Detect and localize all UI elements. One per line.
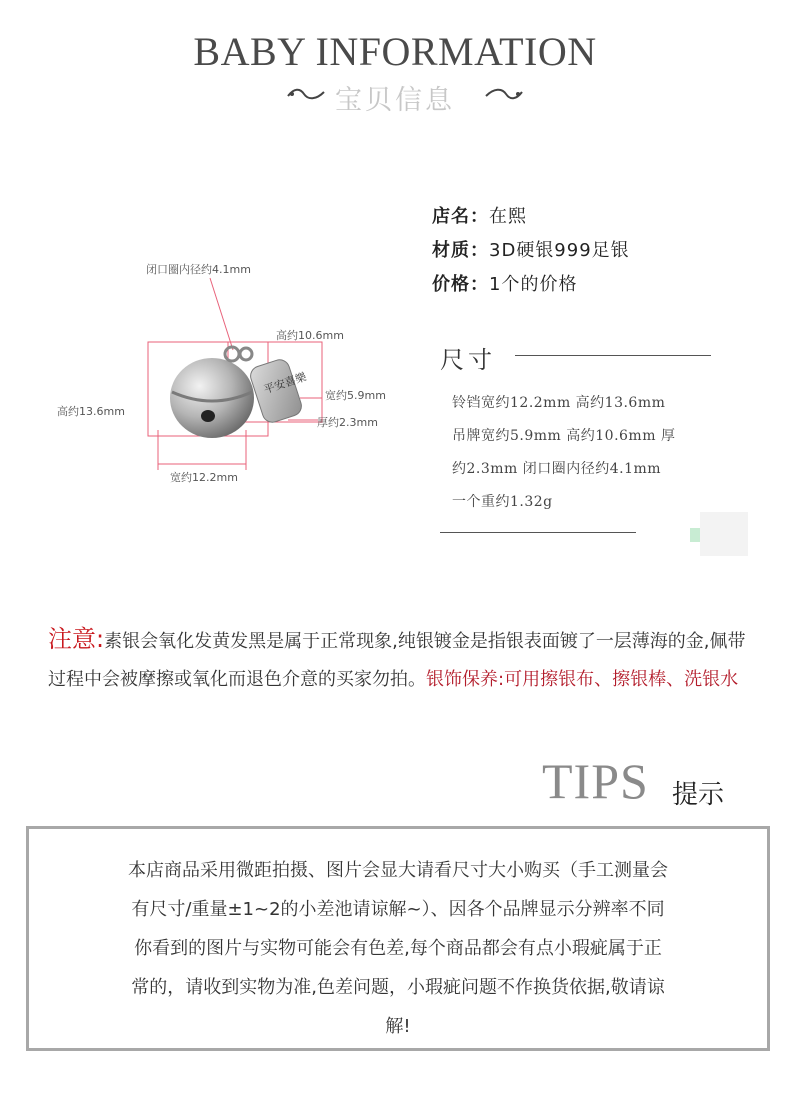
info-row-shop [432,202,527,228]
tips-line: 本店商品采用微距拍摄、图片会显大请看尺寸大小购买（手工测量会 [128,860,668,881]
info-row-price [432,270,577,296]
info-label: 价格： [432,274,489,295]
notice-paragraph [48,620,760,699]
divider [440,532,636,533]
bell-slot [201,410,215,422]
right-swirl-ornament-icon [484,86,524,102]
tag-thickness-label: 厚约2.3mm [317,416,378,429]
product-diagram [40,250,400,500]
bell-ring [225,347,239,361]
tips-line: 常的，请收到实物为准,色差问题，小瑕疵问题不作换货依据,敬请谅 [131,977,665,998]
bell-height-label: 高约13.6mm [57,405,125,418]
left-swirl-ornament-icon [286,86,326,102]
spec-line: 一个重约1.32g [452,494,553,510]
notice-title: 注意: [48,625,105,653]
spec-line: 铃铛宽约12.2mm 高约13.6mm [452,395,666,411]
care-instructions: 银饰保养:可用擦银布、擦银棒、洗银水 [426,669,739,690]
info-value: 在熙 [489,206,527,227]
spec-line: 吊牌宽约5.9mm 高约10.6mm 厚 [452,428,676,444]
tips-title-cn: 提示 [672,780,725,810]
tag-engraving: 平安喜樂 [262,370,309,397]
tips-line: 解! [385,1016,411,1037]
divider [515,355,711,356]
tips-title-en: TIPS [542,753,649,809]
decorative-block [690,528,700,542]
spec-line: 约2.3mm 闭口圈内径约4.1mm [452,461,662,477]
decorative-block [700,512,748,556]
ring-inner-diameter-label: 闭口圈内径约4.1mm [146,263,251,276]
info-label: 店名： [432,206,489,227]
tips-line: 有尺寸/重量±1~2的小差池请谅解~）、因各个品牌显示分辨率不同 [131,899,665,920]
info-value: 1个的价格 [489,274,578,295]
tag-height-label: 高约10.6mm [276,329,344,342]
notice-body: 素银会氧化发黄发黑是属于正常现象,纯银镀金是指银表面镀了一层薄海的金,佩带过程中会被摩擦或氧化而退色介意的买家勿拍。 [48,631,746,690]
tag-width-label: 宽约5.9mm [325,389,386,402]
tips-line: 你看到的图片与实物可能会有色差,每个商品都会有点小瑕疵属于正 [134,938,662,959]
info-row-material [432,236,630,262]
info-value: 3D硬银999足银 [489,240,630,261]
info-label: 材质： [432,240,489,261]
bell-body [170,358,254,438]
page-title-en: BABY INFORMATION [193,29,597,74]
page-title-cn: 宝贝信息 [335,85,455,116]
size-heading: 尺寸 [440,346,496,374]
bell-width-label: 宽约12.2mm [170,471,238,484]
